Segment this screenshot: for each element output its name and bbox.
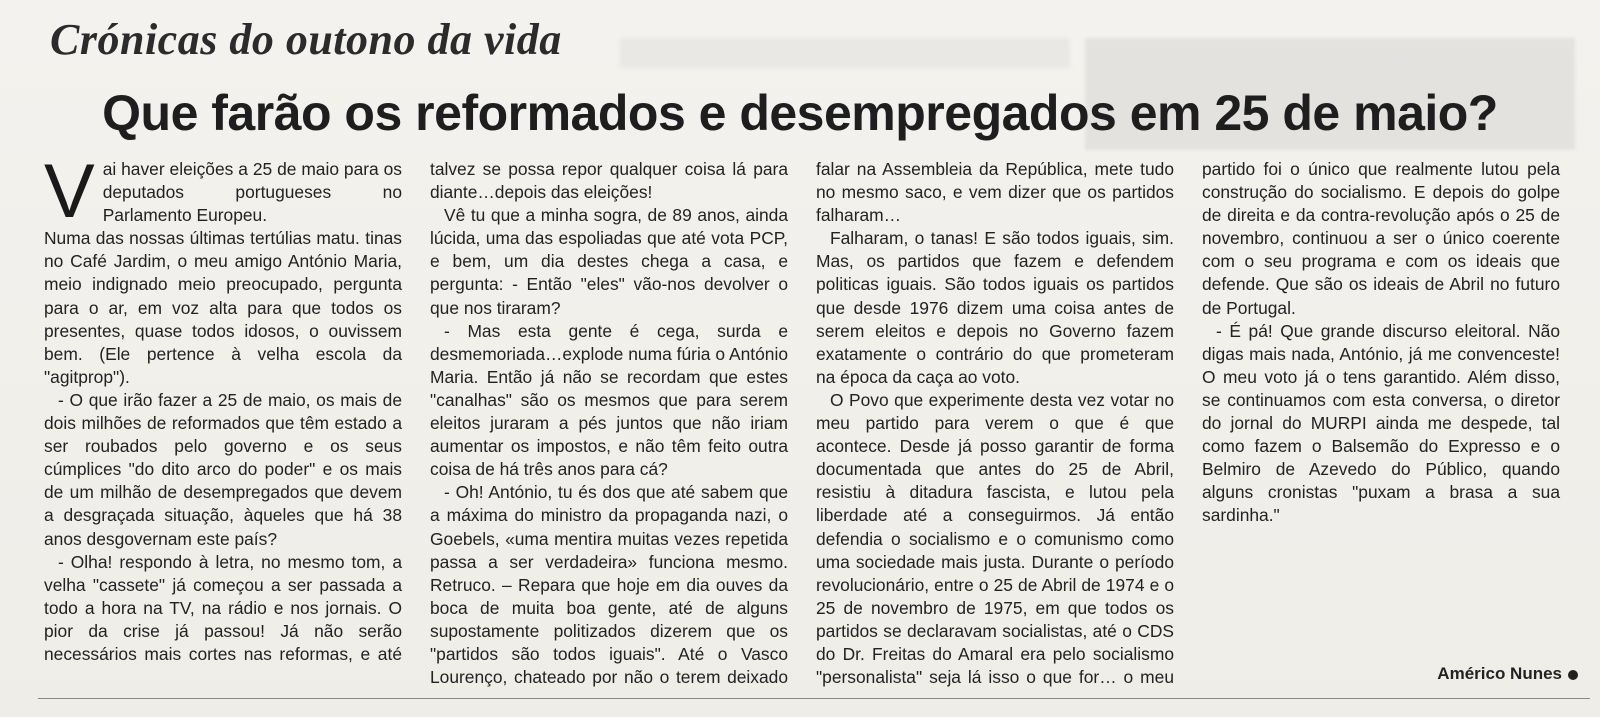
drop-cap: V bbox=[44, 149, 95, 234]
article-paragraph: O Povo que experimente desta vez votar no meu partido para verem o que é que acontece. Desde já posso garantir de forma documentada que antes do 25 de Abril, resistiu à ditadura fascista, e lutou pela liberdade até a conseguirmos. Já então defendia o socialismo e o comunismo como uma sociedade mais justa. Durante o período revolucionário, entre o 25 de Abril de 1974 e o 25 de novembro de 1975, em que todos os partidos se declaravam socialistas, até o CDS do Dr. Freitas do Amaral era pelo socialismo "personalista" seja lá isso o que for… o meu partido foi o único que realmente lutou pela construção do socialismo. E depois do golpe de direita e da contra-revolução após o 25 de novembro, continuou a ser o único coerente com o seu programa e com os ideais que defende. Que são os ideais de Abril no futuro de Portugal. bbox=[816, 159, 1560, 688]
section-kicker: Crónicas do outono da vida bbox=[50, 15, 562, 64]
article-body bbox=[44, 149, 1560, 692]
article-paragraph: Numa das nossas últimas tertúlias matu. tinas no Café Jardim, o meu amigo António Maria, meio indignado meio preocupado, pergunta para o ar, em voz alta para que todos os presentes, quase todos idosos, o ouvissem bem. (Ele pertence à velha escola da "agitprop"). bbox=[44, 228, 402, 387]
end-bullet-icon bbox=[1568, 670, 1578, 680]
article-paragraph: Vê tu que a minha sogra, de 89 anos, ainda lúcida, uma das espoliadas que até vota PCP, e bem, um dia destes chega a casa, e pergunta: - Então "eles" vão-nos devolver o que nos tiraram? bbox=[430, 205, 788, 318]
author-byline bbox=[1437, 664, 1578, 684]
show-through-shadow bbox=[620, 38, 1070, 68]
article-paragraph: - É pá! Que grande discurso eleitoral. Não digas mais nada, António, já me convenceste! O meu voto já o tens garantido. Além disso, se continuamos com esta conversa, o diretor do jornal do MURPI ainda me despede, tal como fazem o Balsemão do Expresso e o Belmiro de Azevedo do Público, quando alguns cronistas "puxam a brasa a sua sardinha." bbox=[1202, 320, 1560, 526]
article-paragraph: Falharam, o tanas! E são todos iguais, sim. Mas, os partidos que fazem e defendem politicas iguais. São todos iguais os partidos que desde 1976 dizem uma coisa antes de serem eleitos e depois no Governo fazem exatamente o contrário do que prometeram na época da caça ao voto. bbox=[816, 228, 1174, 387]
article-paragraph: - Olha! respondo à letra, no mesmo tom, a velha "cassete" já começou a ser passada a todo a hora na TV, na rádio e nos jornais. O pior da crise já passou! Já não serão necessários mais cortes nas reformas, e até talvez se possa repor qualquer coisa lá para diante…depois das eleições! bbox=[44, 159, 788, 664]
author-name: Américo Nunes bbox=[1437, 664, 1562, 683]
article-headline: Que farão os reformados e desempregados em 25 de maio? bbox=[102, 85, 1498, 141]
article-paragraph: - O que irão fazer a 25 de maio, os mais de dois milhões de reformados que têm estado a ser roubados pelo governo e os seus cúmplices "do dito arco do poder" e os mais de um milhão de desempregados que devem a desgraçada situação, àqueles que há 38 anos desgovernam este país? bbox=[44, 389, 402, 549]
article-paragraph: - Oh! António, tu és dos que até sabem que a máxima do ministro da propaganda nazi, o Goebels, «uma mentira muitas vezes repetida passa a ser verdadeira» funciona mesmo. Retruco. – Repara que hoje em dia ouves da boca de muita boa gente, até de alguns supostamente politizados dizerem que os "partidos são todos iguais". Até o Vasco Lourenço, chateado por não o terem deixado falar na Assembleia da República, mete tudo no mesmo saco, e vem dizer que os partidos falharam… bbox=[430, 159, 1174, 688]
article-paragraph: Vai haver eleições a 25 de maio para os deputados portugueses no Parlamento Europeu. bbox=[44, 149, 402, 234]
article-paragraph: - Mas esta gente é cega, surda e desmemoriada…explode numa fúria o António Maria. Então já não se recordam que estes "canalhas" são os mesmos que para serem eleitos juraram a pés juntos que não iriam aumentar os impostos, e não têm feito outra coisa de há três anos para cá? bbox=[430, 320, 788, 480]
bottom-rule bbox=[38, 698, 1590, 699]
